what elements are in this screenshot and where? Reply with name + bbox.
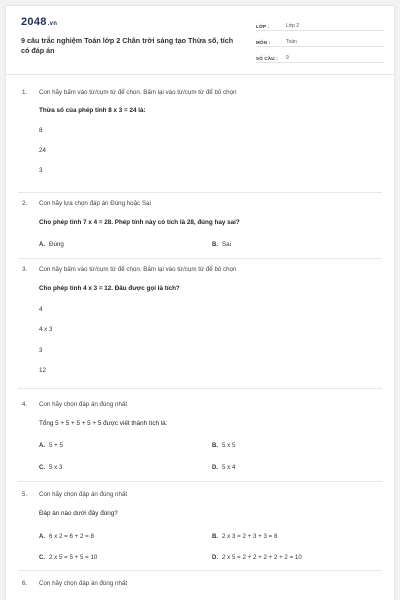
answer-option-d[interactable] xyxy=(212,464,235,471)
word-option[interactable]: 4 xyxy=(39,306,43,313)
word-option[interactable]: 24 xyxy=(39,147,46,154)
word-option[interactable]: 3 xyxy=(39,167,43,174)
logo-text: 2048 xyxy=(21,16,47,28)
question-number: 6. xyxy=(22,580,28,587)
meta-label: MÔN : xyxy=(256,40,271,45)
question-number: 2. xyxy=(22,200,28,207)
option-text: 5 x 3 xyxy=(49,464,63,471)
meta-row-count xyxy=(256,50,384,63)
meta-value: 9 xyxy=(286,55,289,61)
option-text: Sai xyxy=(222,241,231,248)
answer-option-c[interactable] xyxy=(39,464,62,471)
instruction-text: Con hãy chọn đáp án đúng nhất xyxy=(39,401,128,408)
answer-option-b[interactable] xyxy=(212,241,231,248)
question-number: 5. xyxy=(22,491,28,498)
question-number: 1. xyxy=(22,89,28,96)
question-instruction xyxy=(22,266,236,273)
answer-option-a[interactable] xyxy=(39,533,94,540)
divider xyxy=(18,258,382,259)
divider xyxy=(18,481,382,482)
option-letter: D. xyxy=(212,555,218,561)
word-option[interactable]: 3 xyxy=(39,347,43,354)
word-option[interactable]: 12 xyxy=(39,367,46,374)
instruction-text: Con hãy chọn đáp án đúng nhất xyxy=(39,580,128,587)
answer-option-c[interactable] xyxy=(39,554,97,561)
worksheet-page xyxy=(6,6,394,600)
option-text: 5 x 4 xyxy=(222,464,236,471)
worksheet-header xyxy=(6,6,394,75)
option-text: 5 x 5 xyxy=(222,442,236,449)
option-letter: D. xyxy=(212,465,218,471)
question-prompt: Đáp án nào dưới đây đúng? xyxy=(39,510,118,517)
answer-option-b[interactable] xyxy=(212,442,235,449)
word-option[interactable]: 8 xyxy=(39,127,43,134)
instruction-text: Con hãy bấm vào từ/cụm từ để chọn. Bấm lại vào từ/cụm từ để bỏ chọn xyxy=(39,266,237,273)
option-text: Đúng xyxy=(49,241,64,248)
meta-row-subject xyxy=(256,34,384,47)
question-number: 3. xyxy=(22,266,28,273)
option-letter: A. xyxy=(39,242,45,248)
meta-value: Toán xyxy=(286,39,297,45)
option-letter: A. xyxy=(39,443,45,449)
option-letter: B. xyxy=(212,443,218,449)
question-instruction xyxy=(22,580,127,587)
question-prompt: Tổng 5 + 5 + 5 + 5 + 5 được viết thành tích là: xyxy=(39,420,168,427)
worksheet-meta xyxy=(256,18,384,66)
question-instruction xyxy=(22,200,151,207)
meta-value: Lớp 2 xyxy=(286,23,300,29)
divider xyxy=(18,192,382,193)
site-logo[interactable] xyxy=(21,16,57,28)
question-prompt: Thừa số của phép tính 8 x 3 = 24 là: xyxy=(39,107,146,114)
instruction-text: Con hãy lựa chọn đáp án Đúng hoặc Sai xyxy=(39,200,151,207)
question-prompt: Cho phép tính 4 x 3 = 12. Đâu được gọi là tích? xyxy=(39,285,180,292)
option-letter: B. xyxy=(212,534,218,540)
divider xyxy=(18,388,382,389)
option-text: 5 + 5 xyxy=(49,442,63,449)
answer-option-a[interactable] xyxy=(39,442,63,449)
option-text: 6 x 2 = 6 + 2 = 8 xyxy=(49,533,94,540)
instruction-text: Con hãy bấm vào từ/cụm từ để chọn. Bấm lại vào từ/cụm từ để bỏ chọn xyxy=(39,89,237,96)
meta-label: LỚP : xyxy=(256,24,270,29)
question-instruction xyxy=(22,89,236,96)
meta-row-class xyxy=(256,18,384,31)
question-instruction xyxy=(22,401,127,408)
meta-label: SỐ CÂU : xyxy=(256,56,278,61)
option-letter: C. xyxy=(39,465,45,471)
answer-option-b[interactable] xyxy=(212,533,277,540)
document-title: 9 câu trắc nghiệm Toán lớp 2 Chân trời sáng tạo Thừa số, tích có đáp án xyxy=(21,36,234,55)
option-text: 2 x 5 = 5 + 5 = 10 xyxy=(49,554,98,561)
question-number: 4. xyxy=(22,401,28,408)
question-prompt: Cho phép tính 7 x 4 = 28. Phép tính này có tích là 28, đúng hay sai? xyxy=(39,219,240,226)
question-instruction xyxy=(22,491,127,498)
option-letter: B. xyxy=(212,242,218,248)
answer-option-d[interactable] xyxy=(212,554,302,561)
answer-option-a[interactable] xyxy=(39,241,64,248)
instruction-text: Con hãy chọn đáp án đúng nhất xyxy=(39,491,128,498)
option-text: 2 x 3 = 2 + 3 + 3 = 8 xyxy=(222,533,278,540)
option-letter: A. xyxy=(39,534,45,540)
logo-suffix: .vn xyxy=(47,21,58,27)
option-text: 2 x 5 = 2 + 2 + 2 + 2 + 2 = 10 xyxy=(222,554,302,561)
option-letter: C. xyxy=(39,555,45,561)
divider xyxy=(18,570,382,571)
word-option[interactable]: 4 x 3 xyxy=(39,326,53,333)
